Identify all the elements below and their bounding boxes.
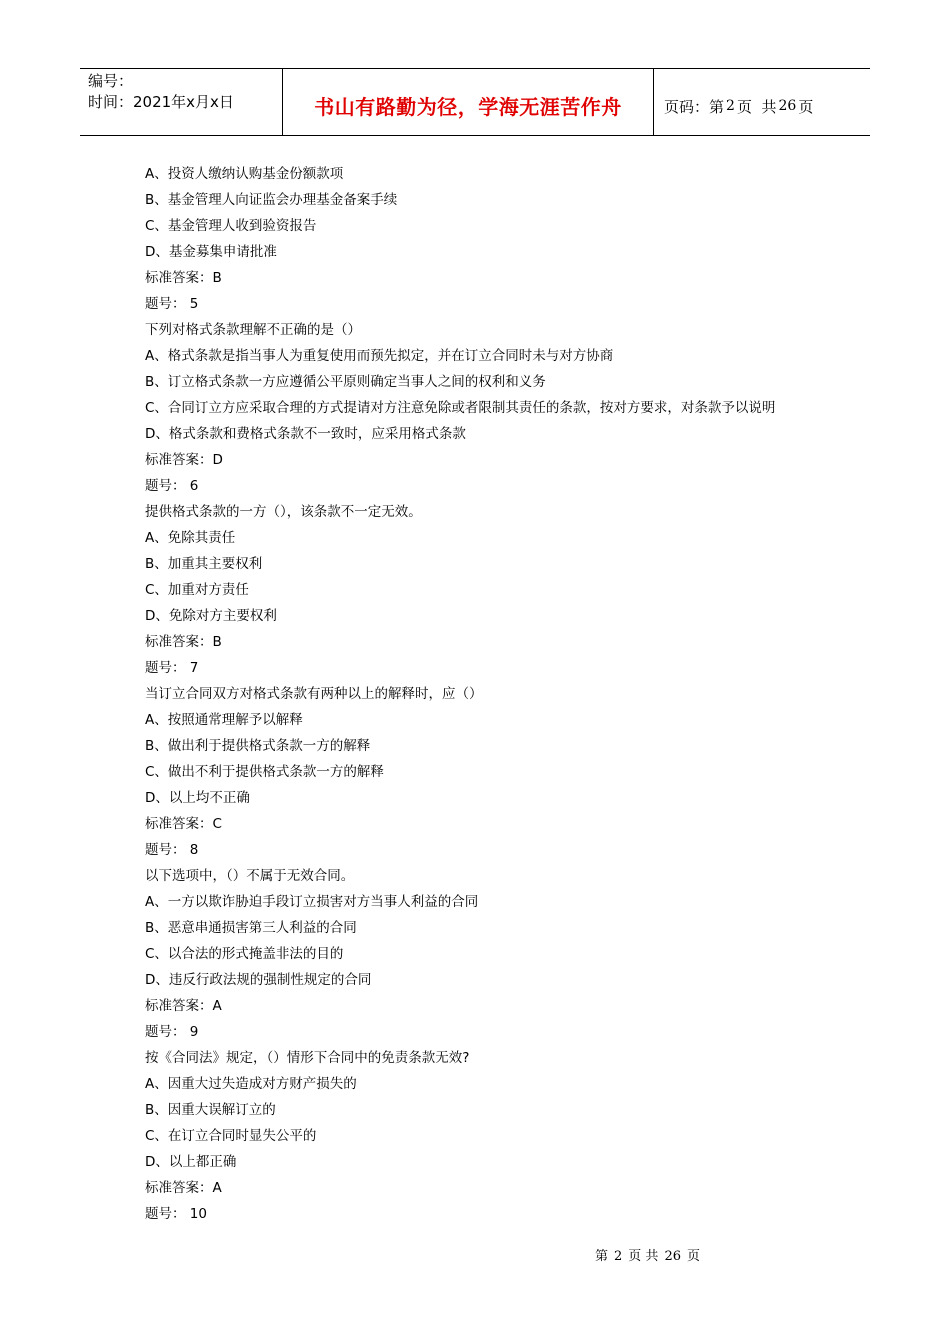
text-line: A、一方以欺诈胁迫手段订立损害对方当事人利益的合同 — [145, 894, 479, 910]
text-line: 标准答案：C — [145, 816, 222, 832]
footer-suffix: 页 — [686, 1249, 700, 1264]
footer-prefix: 第 — [595, 1249, 609, 1264]
text-line: C、在订立合同时显失公平的 — [145, 1128, 317, 1144]
footer-mid: 页 共 — [628, 1249, 659, 1264]
page-total: 26 — [778, 98, 797, 114]
header-page-info — [654, 69, 870, 135]
text-line: 当订立合同双方对格式条款有两种以上的解释时，应（） — [145, 686, 483, 702]
text-line: 标准答案：D — [145, 452, 223, 468]
page-mid: 页 共 — [736, 97, 777, 116]
text-line: B、基金管理人向证监会办理基金备案手续 — [145, 192, 398, 208]
footer-total: 26 — [664, 1249, 681, 1264]
text-line: C、合同订立方应采取合理的方式提请对方注意免除或者限制其责任的条款，按对方要求，对条款予以说明 — [145, 400, 776, 416]
header-motto: 书山有路勤为径，学海无涯苦作舟 — [282, 69, 654, 135]
text-line: 题号： 8 — [145, 842, 199, 858]
text-line: B、订立格式条款一方应遵循公平原则确定当事人之间的权利和义务 — [145, 374, 546, 390]
text-line: A、格式条款是指当事人为重复使用而预先拟定，并在订立合同时未与对方协商 — [145, 348, 614, 364]
text-line: D、免除对方主要权利 — [145, 608, 277, 624]
text-line: 提供格式条款的一方（），该条款不一定无效。 — [145, 504, 422, 520]
text-line: D、格式条款和费格式条款不一致时，应采用格式条款 — [145, 426, 466, 442]
text-line: B、恶意串通损害第三人利益的合同 — [145, 920, 357, 936]
text-line: A、按照通常理解予以解释 — [145, 712, 303, 728]
text-line: 按《合同法》规定，（）情形下合同中的免责条款无效? — [145, 1050, 470, 1066]
text-line: 标准答案：A — [145, 998, 222, 1014]
page-header — [80, 68, 870, 136]
text-line: 题号： 9 — [145, 1024, 199, 1040]
header-meta — [80, 69, 282, 135]
text-line: 标准答案：B — [145, 634, 222, 650]
text-line: 题号： 7 — [145, 660, 199, 676]
text-line: D、以上均不正确 — [145, 790, 250, 806]
text-line: C、以合法的形式掩盖非法的目的 — [145, 946, 344, 962]
text-line: C、基金管理人收到验资报告 — [145, 218, 317, 234]
page-suffix: 页 — [798, 97, 814, 116]
footer-current: 2 — [614, 1249, 623, 1264]
document-body — [145, 161, 865, 1227]
text-line: A、投资人缴纳认购基金份额款项 — [145, 166, 344, 182]
text-line: 题号： 10 — [145, 1206, 207, 1222]
document-number-label: 编号： — [88, 72, 134, 90]
text-line: 题号： 5 — [145, 296, 199, 312]
document-time-label: 时间：2021年x月x日 — [88, 93, 234, 111]
text-line: B、做出利于提供格式条款一方的解释 — [145, 738, 371, 754]
text-line: B、加重其主要权利 — [145, 556, 263, 572]
text-line: D、以上都正确 — [145, 1154, 237, 1170]
page-prefix: 页码：第 — [664, 97, 725, 116]
text-line: 标准答案：A — [145, 1180, 222, 1196]
text-line: D、基金募集申请批准 — [145, 244, 277, 260]
text-line: A、因重大过失造成对方财产损失的 — [145, 1076, 357, 1092]
text-line: B、因重大误解订立的 — [145, 1102, 276, 1118]
text-line: C、做出不利于提供格式条款一方的解释 — [145, 764, 384, 780]
text-line: 以下选项中，（）不属于无效合同。 — [145, 868, 355, 884]
text-line: 题号： 6 — [145, 478, 199, 494]
page-current: 2 — [726, 98, 735, 114]
text-line: 下列对格式条款理解不正确的是（） — [145, 322, 361, 338]
text-line: 标准答案：B — [145, 270, 222, 286]
text-line: A、免除其责任 — [145, 530, 236, 546]
text-line: D、违反行政法规的强制性规定的合同 — [145, 972, 372, 988]
text-line: C、加重对方责任 — [145, 582, 249, 598]
